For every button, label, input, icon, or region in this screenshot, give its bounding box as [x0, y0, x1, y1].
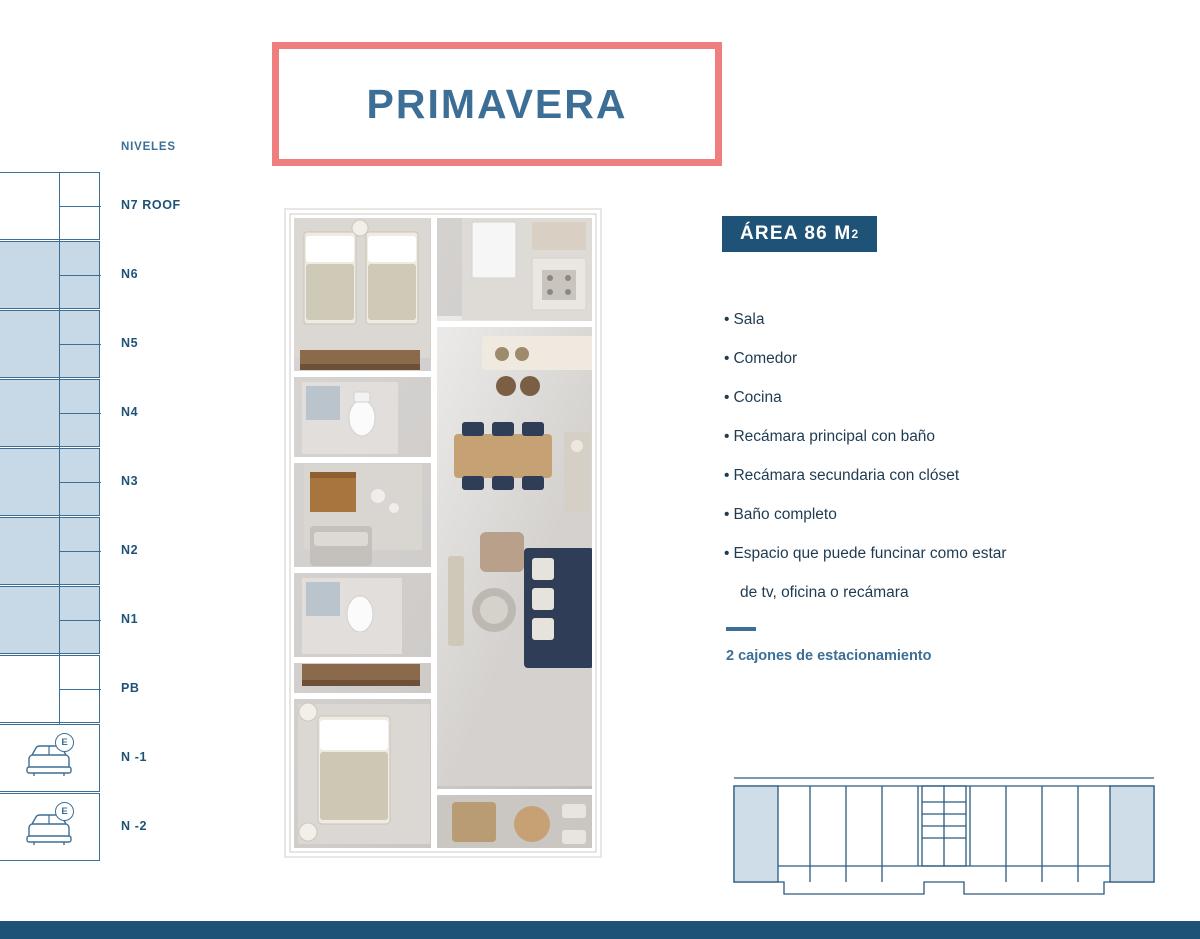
bullet-icon: • [724, 389, 730, 406]
level-swatch-n4 [0, 379, 100, 447]
feature-item [724, 378, 1164, 417]
parking-badge: E [55, 802, 74, 821]
level-label: N5 [121, 336, 139, 350]
feature-item [724, 300, 1164, 339]
bullet-icon: • [724, 311, 730, 328]
bullet-icon: • [724, 467, 730, 484]
floor-plan-render [276, 196, 608, 876]
level-swatch-n-1 [0, 724, 100, 792]
parking-note: 2 cajones de estacionamiento [726, 648, 932, 664]
level-row[interactable] [0, 241, 210, 310]
key-plan [724, 772, 1164, 897]
feature-label: Cocina [733, 389, 782, 406]
level-row[interactable] [0, 448, 210, 517]
level-label: N -1 [121, 750, 148, 764]
level-label: N1 [121, 612, 139, 626]
level-row[interactable] [0, 655, 210, 724]
level-swatch-n5 [0, 310, 100, 378]
level-swatch-n6 [0, 241, 100, 309]
level-swatch-n2 [0, 517, 100, 585]
level-row[interactable] [0, 586, 210, 655]
level-row[interactable] [0, 310, 210, 379]
level-swatch-n-2 [0, 793, 100, 861]
level-label: N6 [121, 267, 139, 281]
level-row[interactable] [0, 517, 210, 586]
feature-label: Recámara principal con baño [733, 428, 936, 445]
section-divider [726, 627, 756, 631]
level-swatch-n7 [0, 172, 100, 240]
level-swatch-n3 [0, 448, 100, 516]
level-row[interactable] [0, 793, 210, 862]
feature-item [724, 495, 1164, 534]
feature-item [724, 339, 1164, 378]
footer-bar [0, 921, 1200, 939]
feature-item [724, 534, 1164, 573]
area-badge [722, 216, 877, 252]
levels-header: NIVELES [121, 141, 176, 153]
key-plan-svg [724, 772, 1164, 897]
level-row[interactable] [0, 379, 210, 448]
area-superscript: 2 [851, 227, 860, 241]
bullet-icon: • [724, 545, 730, 562]
parking-badge: E [55, 733, 74, 752]
level-label: N4 [121, 405, 139, 419]
bullet-icon: • [724, 506, 730, 523]
level-swatch-pb [0, 655, 100, 723]
level-label: N7 ROOF [121, 198, 181, 212]
feature-item-continuation: de tv, oficina o recámara [740, 584, 909, 601]
feature-label: Sala [733, 311, 765, 328]
level-label: N -2 [121, 819, 148, 833]
bullet-icon: • [724, 350, 730, 367]
feature-item [724, 456, 1164, 495]
page-title: PRIMAVERA [366, 80, 628, 127]
features-list [724, 300, 1164, 612]
level-row[interactable] [0, 724, 210, 793]
level-label: N2 [121, 543, 139, 557]
level-row[interactable] [0, 172, 210, 241]
feature-label: Espacio que puede funcinar como estar [733, 545, 1007, 562]
level-swatch-n1 [0, 586, 100, 654]
level-label: PB [121, 681, 140, 695]
floor-plan-svg [276, 196, 608, 876]
feature-label: Baño completo [733, 506, 837, 523]
title-frame [272, 42, 722, 166]
feature-label: Comedor [733, 350, 798, 367]
level-label: N3 [121, 474, 139, 488]
feature-label: Recámara secundaria con clóset [733, 467, 960, 484]
feature-item [724, 417, 1164, 456]
bullet-icon: • [724, 428, 730, 445]
area-label: ÁREA 86 M [740, 223, 852, 244]
